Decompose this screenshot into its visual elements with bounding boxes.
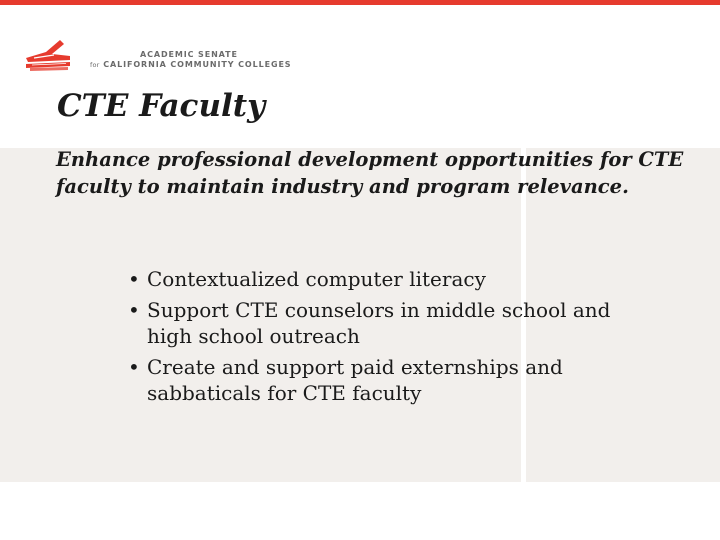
slide-title: CTE Faculty (57, 88, 266, 124)
org-name-line1: ACADEMIC SENATE (140, 50, 238, 59)
top-accent-bar (0, 0, 720, 5)
academic-senate-seal-icon (24, 38, 74, 72)
bullet-item: • Contextualized computer literacy (128, 266, 648, 292)
bullet-item: • Create and support paid externships and sabbaticals for CTE faculty (128, 354, 648, 406)
slide-subtitle: Enhance professional development opportunities for CTE faculty to maintain industry and program relevance. (56, 148, 684, 198)
bullet-item: • Support CTE counselors in middle school and high school outreach (128, 297, 648, 349)
bullet-list (128, 266, 648, 411)
org-name-main: CALIFORNIA COMMUNITY COLLEGES (103, 60, 292, 69)
org-name-prefix: for (90, 61, 100, 69)
org-name (90, 50, 291, 70)
org-name-line2 (90, 60, 291, 70)
